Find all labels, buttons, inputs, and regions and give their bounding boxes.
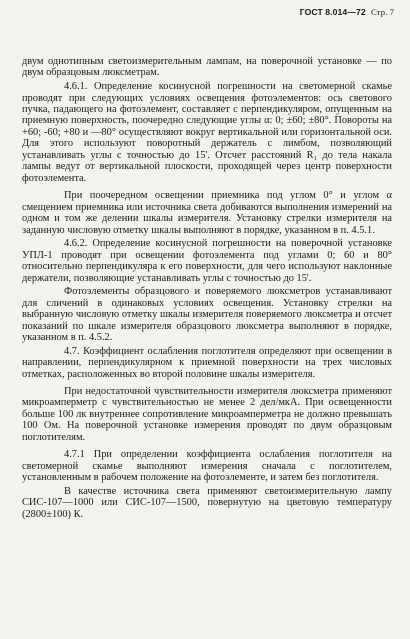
- paragraph: 4.6.2. Определение косинусной погрешности на поверочной установке УПЛ-1 проводят при освещении фотоэлемента под углами 0; 60 и 80° относительно перпендикуляра к его поверхности, для чего используют наклонные держатели, позволяющие устанавливать углы с точностью до 15'.: [22, 238, 392, 284]
- page-header: [300, 7, 394, 17]
- paragraph: 4.7. Коэффициент ослабления поглотителя определяют при освещении в направлении, перпендикулярном к приемной поверхности на трех числовых отметках, расположенных во второй половине шкалы измерителя.: [22, 345, 392, 380]
- paragraph: Фотоэлементы образцового и поверяемого люксметров устанавливают для сличений в одинаковых условиях освещения. Установку стрелки на выбранную числовую отметку шкалы измерителя поверяемого люксметра и отсчет показаний по шкале измерителя образцового люксметра выполняют в порядке, указанном в п. 4.5.2.: [22, 286, 392, 343]
- paragraph: двум однотипным светоизмерительным лампам, на поверочной установке — по двум образцовым люксметрам.: [22, 56, 392, 79]
- standard-number: ГОСТ 8.014—72: [299, 7, 366, 17]
- page-number: Стр. 7: [371, 7, 394, 17]
- paragraph: В качестве источника света применяют светоизмерительную лампу СИС-107—1000 или СИС-107—1500, повернутую на цветовую температуру (2800±100) К.: [22, 485, 392, 520]
- paragraph: 4.6.1. Определение косинусной погрешности на светомерной скамье проводят при следующих условиях освещения фотоэлементов: ось светового пучка, падающего на фотоэлемент, составляет с перпендикуляром, опущенным на приемную поверхность, поочередно следующие углы α: 0; ±60; ±80°. Повороты на +60; -60; +80 и —80° осуществляют вокруг вертикальной или горизонтальной оси. Для этого используют поворотный держатель с лимбом, позволяющий устанавливать углы с точностью до 15'. Отсчет расстояний R₁ до тела накала лампы ведут от вертикальной плоскости, проходящей через центр поверхности фотоэлемента.: [22, 81, 392, 184]
- paragraph: При недостаточной чувствительности измерителя люксметра применяют микроамперметр с чувствительностью не менее 2 дел/мкА. При освещенности больше 100 лк внутреннее сопротивление микроамперметра не должно превышать 100 Ом. На поверочной установке измерения проводят по двум образцовым поглотителям.: [22, 385, 392, 443]
- document-body: [22, 56, 392, 520]
- paragraph: 4.7.1 При определении коэффициента ослабления поглотителя на светомерной скамье выполняют измерения сначала с поглотителем, установленным в рабочем положение на фотоэлементе, и затем без поглотителя.: [22, 449, 392, 484]
- paragraph: При поочередном освещении приемника под углом 0° и углом α смещением приемника или источника света добиваются выполнения измерений на одном и том же делении шкалы измерителя. Установку стрелки измерителя на заданную числовую отметку шкалы выполняют в порядке, указанном в п. 4.5.1.: [22, 190, 392, 236]
